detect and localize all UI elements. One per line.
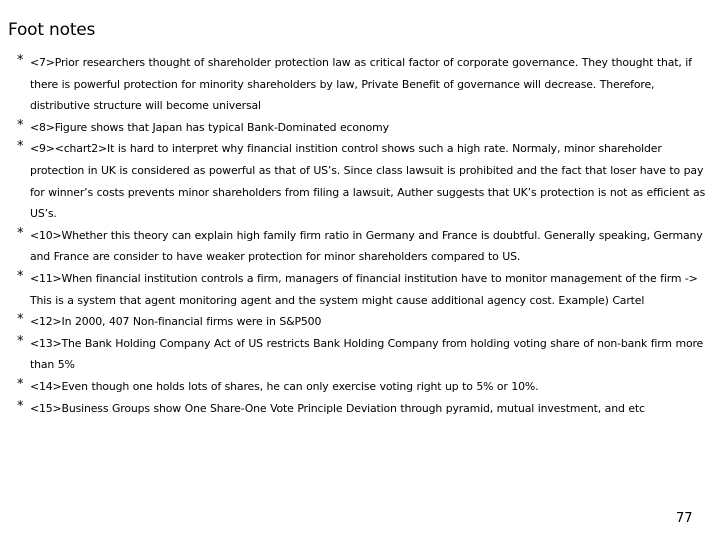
bullet-star: * [17,225,24,241]
footnote-text: The Bank Holding Company Act of US restricts Bank Holding Company from holding voting share of non-bank firm more than 5% [30,336,704,372]
footnote-item [0,333,720,376]
bullet-star: * [17,333,24,349]
bullet-star: * [17,398,24,414]
footnote-item [0,268,720,311]
footnote-item [0,311,720,333]
bullet-star: * [17,117,24,133]
footnote-text: Even though one holds lots of shares, he can only exercise voting right up to 5% or 10%. [61,379,539,393]
footnote-marker: <14> [30,379,62,393]
footnote-item [0,398,720,420]
footnote-marker: <8> [30,120,55,134]
footnote-marker: <9> [30,142,55,156]
footnote-text: In 2000, 407 Non-financial firms were in S&P500 [61,315,322,329]
footnote-marker: <15> [30,401,62,415]
page-title: Foot notes [8,20,96,40]
bullet-star: * [17,53,24,68]
bullet-star: * [17,312,24,328]
footnote-marker: <13> [30,336,62,350]
bullet-star: * [17,139,24,155]
footnote-text: Figure shows that Japan has typical Bank-Dominated economy [54,120,389,134]
footnote-marker: <11> [30,271,62,285]
footnote-item [0,376,720,398]
footnote-marker: <12> [30,315,62,329]
footnote-marker: <10> [30,228,62,242]
footnote-marker: <7> [30,56,55,69]
footnote-item [0,225,720,268]
footnote-item [0,138,720,224]
footnote-text: <chart2>It is hard to interpret why financial instition control shows such a high rate. Normaly, minor shareholder protection in UK is considered as powerful as that of US’s. Since class lawsuit is prohibited and the fact that loser have to pay for winner’s costs prevents minor shareholders from filing a lawsuit, Auther suggests that UK’s protection is not as efficient as US’s. [30,142,706,221]
bullet-star: * [17,268,24,284]
footnote-text: Business Groups show One Share-One Vote Principle Deviation through pyramid, mutual investment, and etc [61,401,645,415]
footnote-text: Whether this theory can explain high family firm ratio in Germany and France is doubtful. Generally speaking, Germany and France are consider to have weaker protection for minor shareholders compared to US. [30,228,703,264]
footnote-item [0,117,720,139]
page-number: 77 [676,511,693,526]
footnote-list [0,52,720,419]
footnote-text: When financial institution controls a firm, managers of financial institution have to monitor management of the firm -> This is a system that agent monitoring agent and the system might cause additional agency cost. Example) Cartel [30,271,698,307]
bullet-star: * [17,376,24,392]
footnote-text: Prior researchers thought of shareholder protection law as critical factor of corporate governance. They thought that, if there is powerful protection for minority shareholders by law, Private Benefit of governance will decrease. Therefore, distributive structure will become universal [30,56,692,113]
footnote-item [0,52,720,117]
